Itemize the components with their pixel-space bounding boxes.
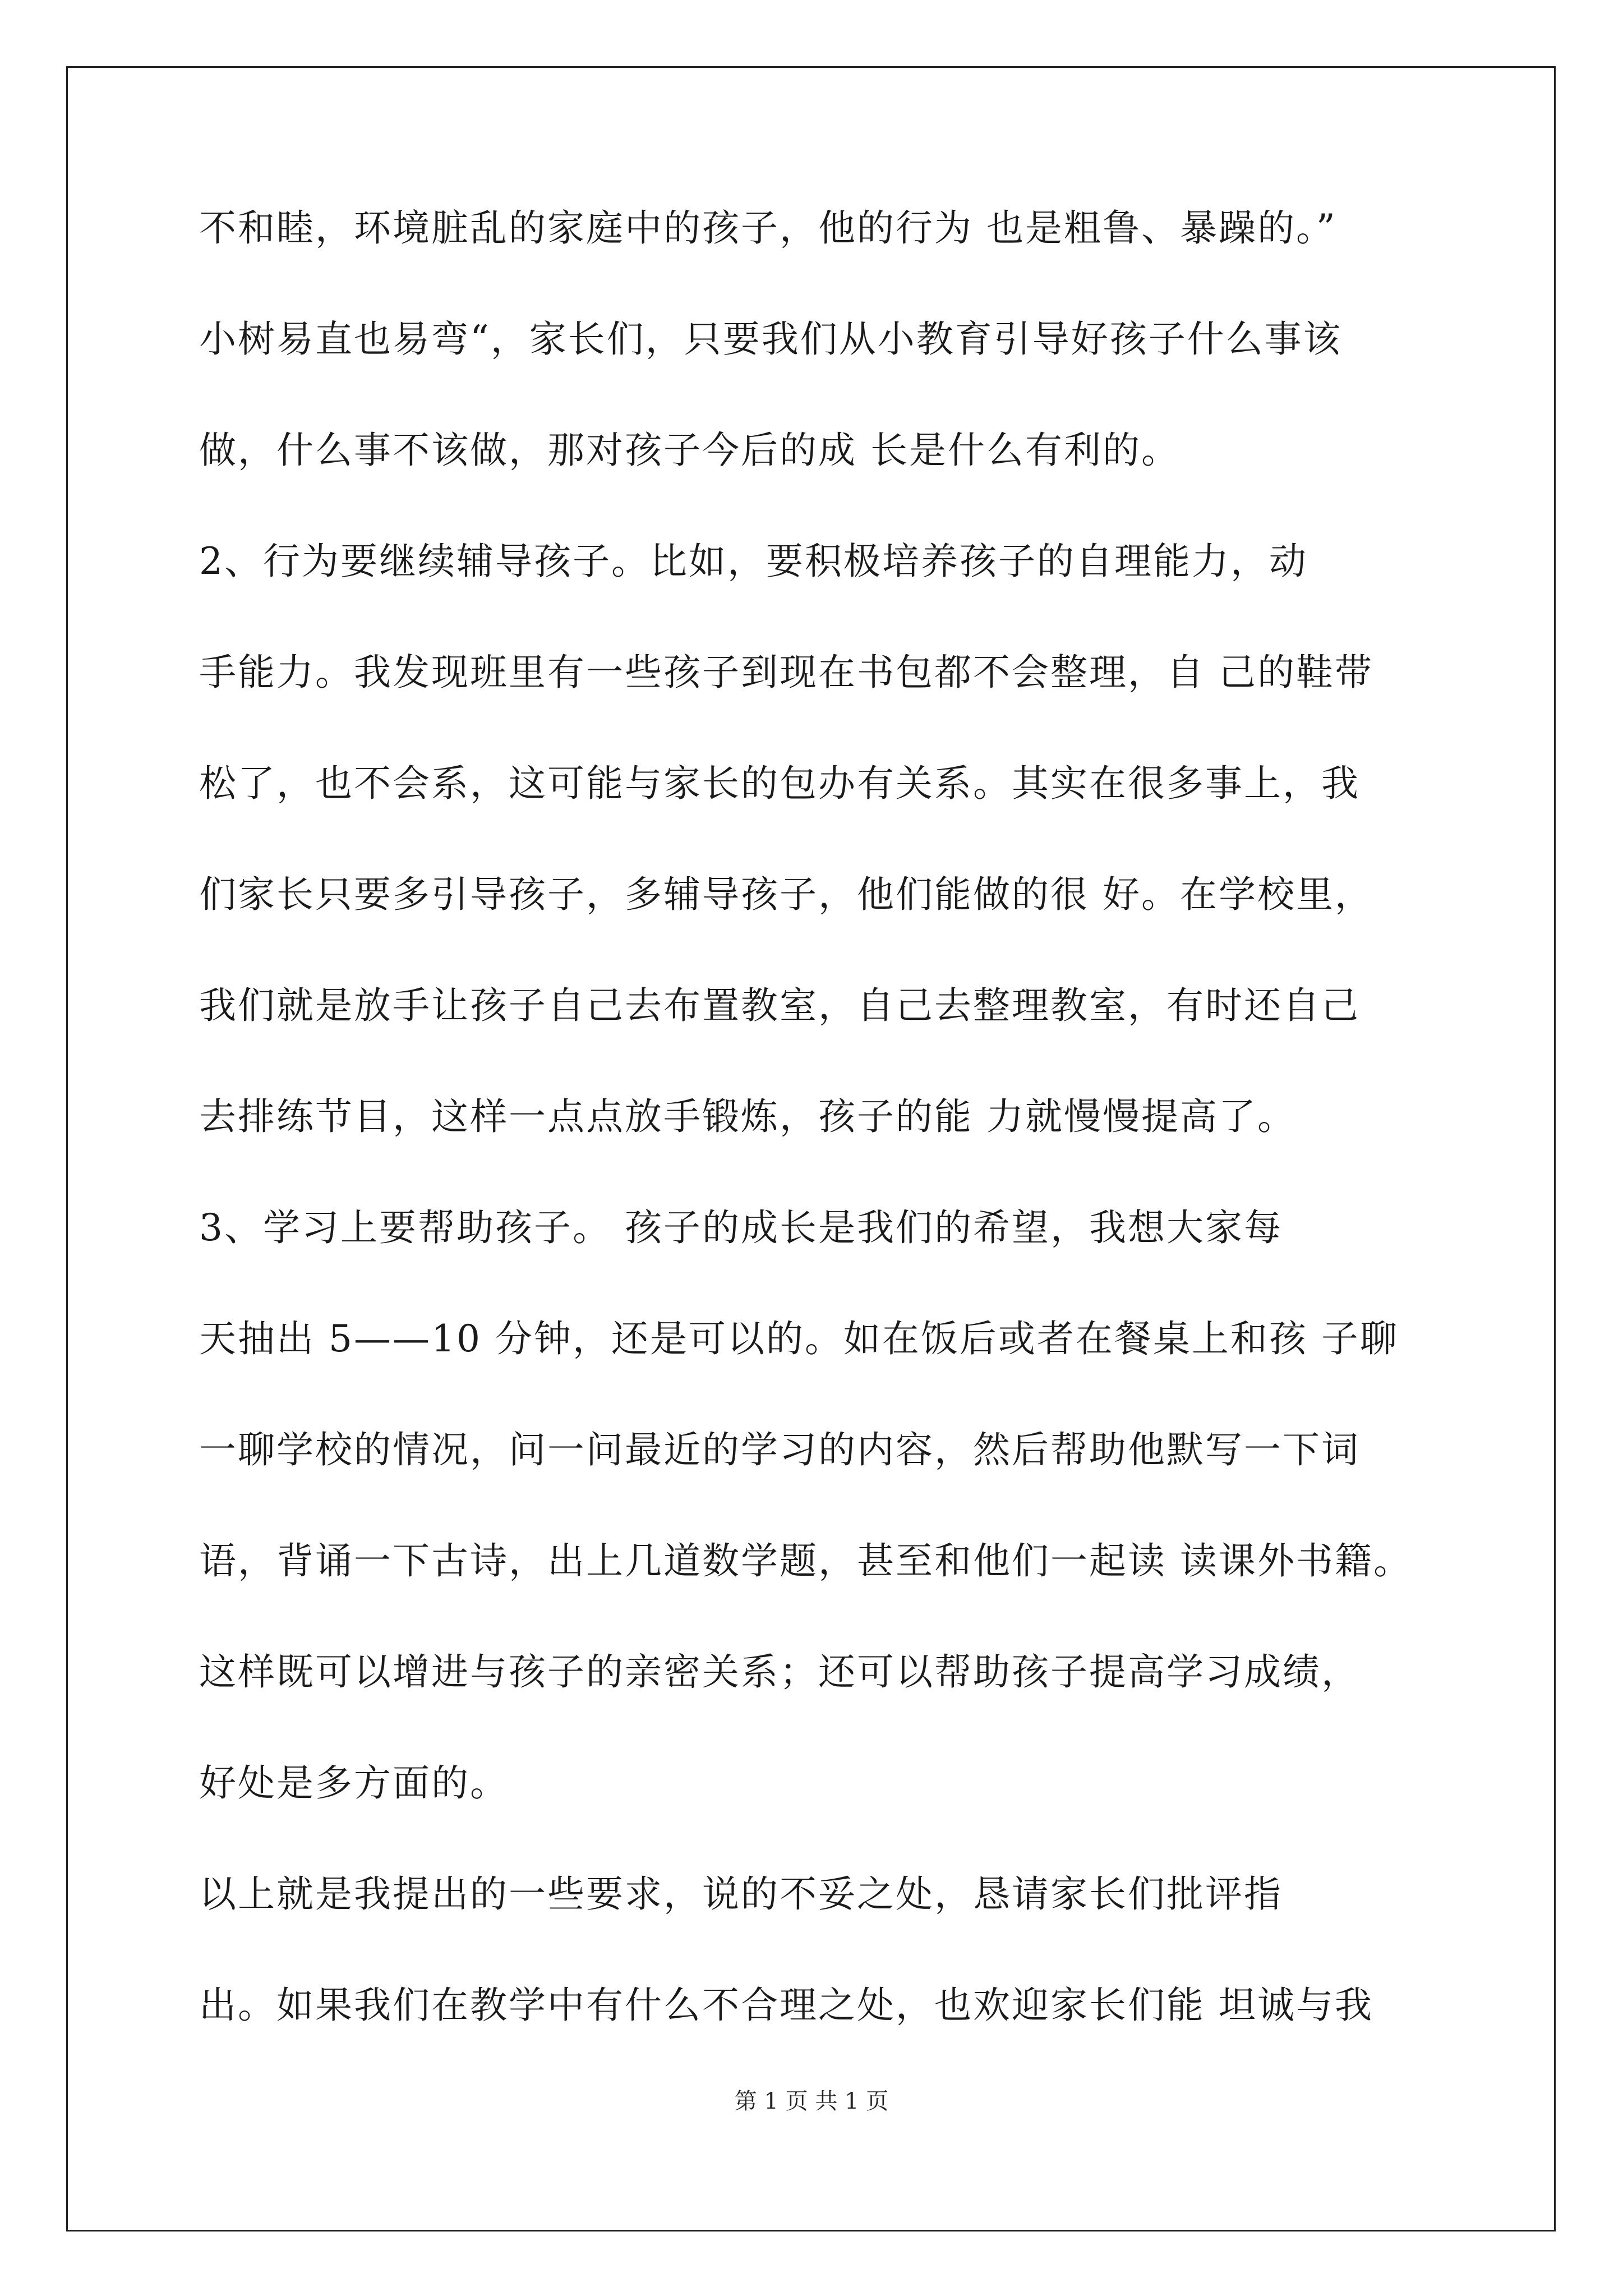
text-line: 我们就是放手让孩子自己去布置教室，自己去整理教室，有时还自己: [199, 984, 1360, 1027]
text-line: 天抽出 5——10 分钟，还是可以的。如在饭后或者在餐桌上和孩 子聊: [199, 1317, 1399, 1360]
text-line: 语，背诵一下古诗，出上几道数学题，甚至和他们一起读 读课外书籍。: [199, 1539, 1412, 1582]
text-line: 好处是多方面的。: [199, 1761, 509, 1805]
text-line: 以上就是我提出的一些要求，说的不妥之处，恳请家长们批评指: [199, 1872, 1283, 1916]
text-line: 小树易直也易弯“，家长们，只要我们从小教育引导好孩子什么事该: [199, 318, 1342, 361]
text-line: 这样既可以增进与孩子的亲密关系；还可以帮助孩子提高学习成绩，: [199, 1650, 1360, 1694]
text-line: 们家长只要多引导孩子，多辅导孩子，他们能做的很 好。在学校里，: [199, 873, 1373, 916]
text-line: 出。如果我们在教学中有什么不合理之处，也欢迎家长们能 坦诚与我: [199, 1984, 1373, 2027]
page-number-footer: 第 1 页 共 1 页: [734, 2088, 889, 2114]
text-line: 手能力。我发现班里有一些孩子到现在书包都不会整理，自 己的鞋带: [199, 651, 1373, 694]
text-line: 3、学习上要帮助孩子。 孩子的成长是我们的希望，我想大家每: [199, 1206, 1283, 1249]
text-line: 一聊学校的情况，问一问最近的学习的内容，然后帮助他默写一下词: [199, 1428, 1360, 1471]
text-line: 做，什么事不该做，那对孩子今后的成 长是什么有利的。: [199, 429, 1180, 472]
text-line: 松了，也不会系，这可能与家长的包办有关系。其实在很多事上，我: [199, 762, 1360, 805]
text-line: 不和睦，环境脏乱的家庭中的孩子，他的行为 也是粗鲁、暴躁的。”: [199, 206, 1337, 250]
text-line: 去排练节目，这样一点点放手锻炼，孩子的能 力就慢慢提高了。: [199, 1095, 1296, 1138]
text-line: 2、行为要继续辅导孩子。比如，要积极培养孩子的自理能力，动: [199, 540, 1308, 583]
